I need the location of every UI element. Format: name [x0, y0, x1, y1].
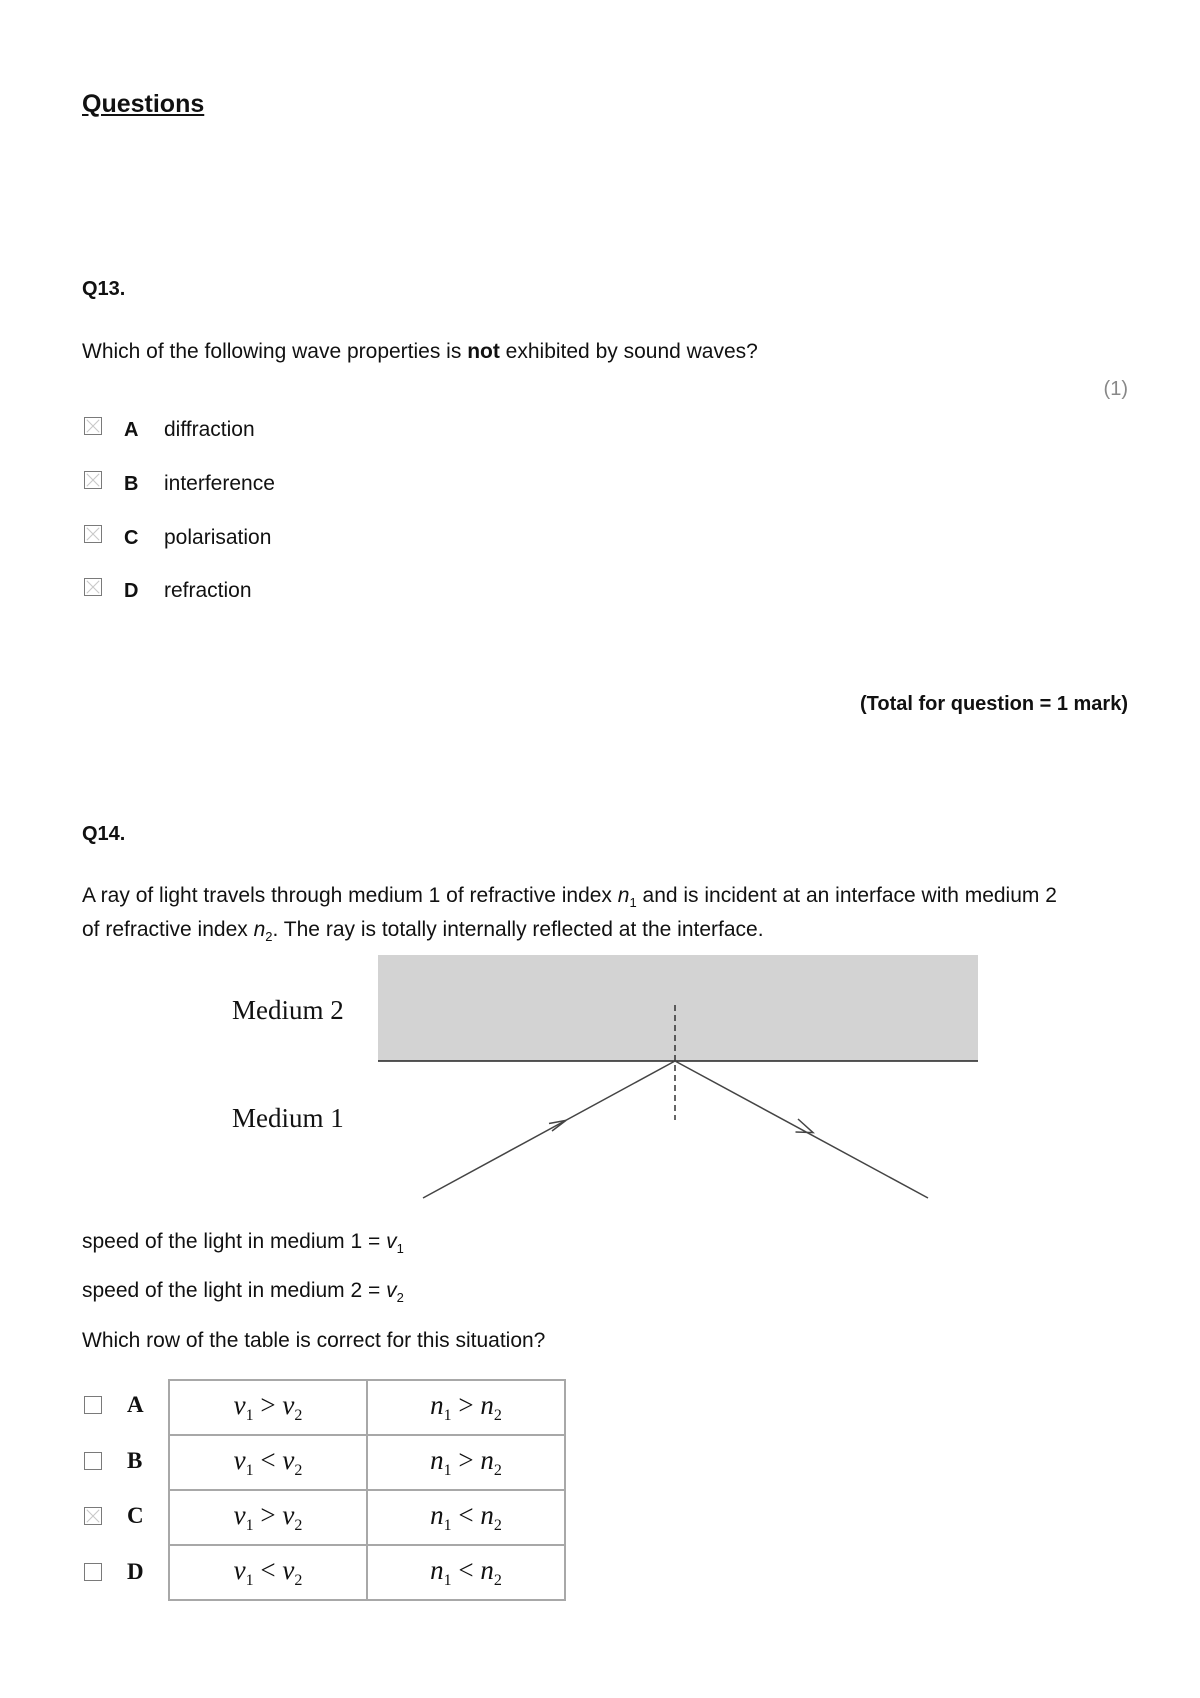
q14-checkbox-b[interactable]: [84, 1452, 102, 1470]
v-relation-cell: [169, 1435, 367, 1490]
q14-row-letter: D: [127, 1559, 144, 1584]
table-row: [169, 1380, 565, 1435]
q14-row-letter: C: [127, 1503, 144, 1528]
q13-option-letter: C: [124, 527, 139, 549]
subscript: 2: [294, 1407, 303, 1424]
subscript: 1: [443, 1462, 452, 1479]
speed-text: speed of the light in medium 2 =: [82, 1279, 387, 1302]
q13-option-text: refraction: [164, 579, 252, 602]
subscript: 2: [493, 1407, 502, 1424]
medium2-region: [378, 955, 978, 1061]
symbol-n: n: [480, 1445, 494, 1475]
q13-total: (Total for question = 1 mark): [860, 693, 1128, 715]
subscript: 1: [443, 1572, 452, 1589]
page-heading: Questions: [82, 90, 205, 118]
q14-checkbox-c[interactable]: [84, 1507, 102, 1525]
symbol-n: n: [430, 1500, 444, 1530]
q13-question-post: exhibited by sound waves?: [499, 340, 758, 363]
q14-intro-text: of refractive index: [82, 918, 254, 942]
v-relation-cell: [169, 1545, 367, 1600]
subscript: 1: [245, 1407, 254, 1424]
medium1-label: Medium 1: [232, 1103, 344, 1133]
symbol-n: n: [480, 1500, 494, 1530]
symbol-n: n: [480, 1555, 494, 1585]
symbol-v: v: [233, 1445, 246, 1475]
subscript: 2: [396, 1290, 404, 1306]
q14-checkbox-a[interactable]: [84, 1396, 102, 1414]
q13-checkbox-a[interactable]: [84, 417, 102, 435]
symbol-v: v: [386, 1279, 397, 1302]
medium2-label: Medium 2: [232, 995, 344, 1025]
reflected-ray: [675, 1061, 928, 1198]
speed-text: speed of the light in medium 1 =: [82, 1230, 387, 1253]
q14-checkbox-d[interactable]: [84, 1563, 102, 1581]
symbol-v: v: [282, 1390, 295, 1420]
table-row: [169, 1545, 565, 1600]
symbol-v: v: [233, 1390, 246, 1420]
subscript: 2: [493, 1572, 502, 1589]
refraction-diagram: [370, 955, 982, 1205]
cross-icon: [85, 1508, 101, 1524]
n-relation-cell: [367, 1490, 565, 1545]
relation-symbol: <: [458, 1500, 474, 1530]
subscript: 2: [265, 929, 273, 945]
q13-option-text: diffraction: [164, 418, 255, 441]
relation-symbol: <: [458, 1555, 474, 1585]
symbol-n: n: [253, 918, 266, 942]
q13-option-text: polarisation: [164, 526, 272, 549]
q13-checkbox-c[interactable]: [84, 525, 102, 543]
q13-question-bold: not: [467, 340, 500, 363]
n-relation-cell: [367, 1380, 565, 1435]
incident-ray: [423, 1061, 675, 1198]
subscript: 2: [294, 1462, 303, 1479]
q14-intro-text: A ray of light travels through medium 1 of refractive index: [82, 884, 618, 907]
symbol-n: n: [480, 1390, 494, 1420]
symbol-v: v: [282, 1445, 295, 1475]
relation-symbol: >: [260, 1500, 276, 1530]
v-relation-cell: [169, 1490, 367, 1545]
symbol-v: v: [233, 1555, 246, 1585]
cross-icon: [85, 418, 101, 434]
q14-number: Q14.: [82, 823, 126, 845]
relation-symbol: >: [458, 1390, 474, 1420]
q13-question: [82, 338, 758, 365]
q14-intro-text: . The ray is totally internally reflected at the interface.: [272, 918, 764, 942]
table-row: [169, 1490, 565, 1545]
subscript: 2: [294, 1517, 303, 1534]
q13-marks: (1): [1103, 378, 1128, 400]
symbol-n: n: [430, 1390, 444, 1420]
subscript: 1: [245, 1462, 254, 1479]
q13-option-letter: B: [124, 473, 139, 495]
subscript: 1: [396, 1241, 404, 1257]
cross-icon: [85, 526, 101, 542]
cross-icon: [85, 579, 101, 595]
relation-symbol: <: [260, 1555, 276, 1585]
symbol-n: n: [430, 1445, 444, 1475]
q13-number: Q13.: [82, 278, 126, 300]
q13-option-letter: A: [124, 419, 139, 441]
relation-symbol: <: [260, 1445, 276, 1475]
symbol-v: v: [282, 1500, 295, 1530]
subscript: 2: [493, 1517, 502, 1534]
q14-intro-line2: [82, 916, 1142, 950]
symbol-n: n: [617, 884, 630, 907]
cross-icon: [85, 472, 101, 488]
relation-symbol: >: [260, 1390, 276, 1420]
subscript: 2: [294, 1572, 303, 1589]
subscript: 1: [443, 1407, 452, 1424]
subscript: 1: [443, 1517, 452, 1534]
table-row: [169, 1435, 565, 1490]
symbol-v: v: [386, 1230, 397, 1253]
speed-medium1: [82, 1228, 404, 1262]
relation-symbol: >: [458, 1445, 474, 1475]
q14-row-letter: B: [127, 1448, 143, 1473]
subscript: 1: [245, 1517, 254, 1534]
q14-intro-line1: [82, 882, 1142, 916]
q13-checkbox-b[interactable]: [84, 471, 102, 489]
subscript: 1: [629, 895, 637, 911]
symbol-n: n: [430, 1555, 444, 1585]
q14-prompt: Which row of the table is correct for this situation?: [82, 1329, 546, 1352]
v-relation-cell: [169, 1380, 367, 1435]
q14-row-letter: A: [127, 1392, 144, 1417]
n-relation-cell: [367, 1545, 565, 1600]
q13-checkbox-d[interactable]: [84, 578, 102, 596]
symbol-v: v: [282, 1555, 295, 1585]
subscript: 2: [493, 1462, 502, 1479]
q14-intro-text: and is incident at an interface with medium 2: [636, 884, 1057, 907]
q13-question-pre: Which of the following wave properties is: [82, 340, 468, 363]
subscript: 1: [245, 1572, 254, 1589]
q13-option-letter: D: [124, 580, 139, 602]
symbol-v: v: [233, 1500, 246, 1530]
q14-intro: [82, 882, 1142, 950]
q13-option-text: interference: [164, 472, 275, 495]
speed-medium2: [82, 1277, 404, 1311]
q14-answer-table: [168, 1379, 566, 1601]
n-relation-cell: [367, 1435, 565, 1490]
